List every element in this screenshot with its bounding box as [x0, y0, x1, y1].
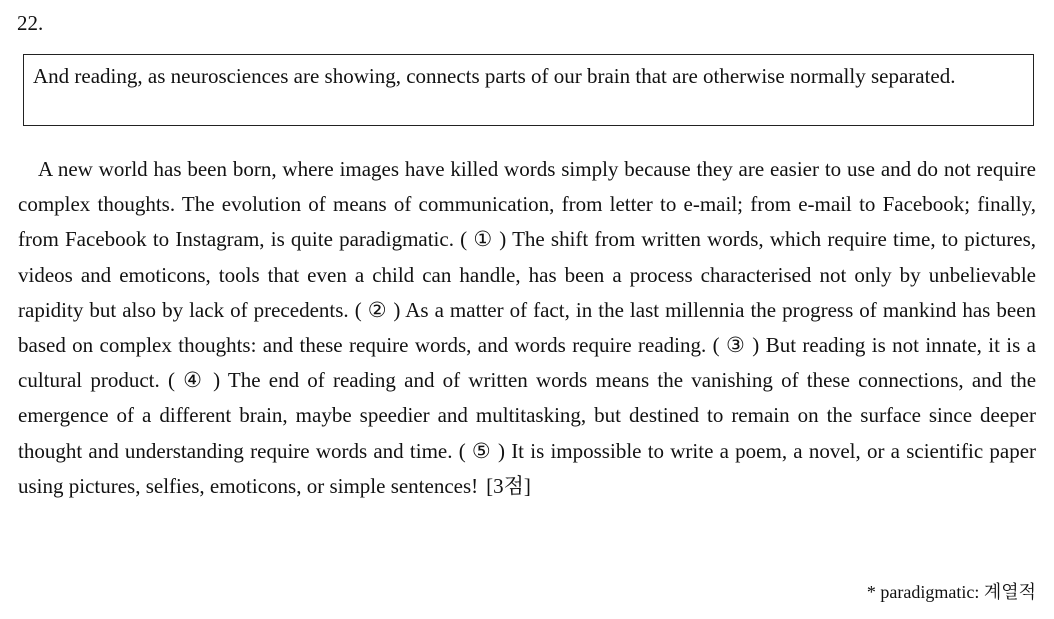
insertion-marker-3[interactable]: ( ③ ) [712, 333, 760, 358]
insertion-marker-4[interactable]: ( ④ ) [167, 368, 221, 393]
passage-segment: The shift from written words, which require time, to pictures, videos and emoticons, tools that even a child can handle, has been a process characterised not only by unbelievable rapidity but also by lack of precedents. [18, 227, 1036, 322]
points-label: [3점] [486, 473, 531, 498]
given-sentence-box [23, 54, 1034, 126]
passage-segment: As a matter of fact, in the last millennia the progress of mankind has been based on complex thoughts: and these require words, and words require reading. [18, 297, 1037, 358]
insertion-marker-2[interactable]: ( ② ) [354, 297, 401, 322]
given-sentence: And reading, as neurosciences are showing, connects parts of our brain that are otherwise normally separated. [33, 64, 956, 88]
passage-segment: A new world has been born, where images have killed words simply because they are easier to use and do not require complex thoughts. The evolution of means of communication, from letter to e-mail; from e-mail to Facebook; finally, from Facebook to Instagram, is quite paradigmatic. [18, 157, 1036, 252]
insertion-marker-5[interactable]: ( ⑤ ) [458, 438, 505, 463]
passage-segment: The end of reading and of written words means the vanishing of these connections, and the emergence of a different brain, maybe speedier and multitasking, but destined to remain on the surface since deeper thought and understanding require words and time. [18, 368, 1037, 463]
passage-segment: It is impossible to write a poem, a novel, or a scientific paper using pictures, selfies, emoticons, or simple sentences! [18, 438, 1037, 498]
insertion-marker-1[interactable]: ( ① ) [460, 227, 507, 252]
passage [18, 152, 1036, 504]
question-number: 22. [17, 11, 44, 35]
footnote: * paradigmatic: 계열적 [866, 582, 1036, 602]
passage-segment: But reading is not innate, it is a cultural product. [18, 333, 1037, 393]
